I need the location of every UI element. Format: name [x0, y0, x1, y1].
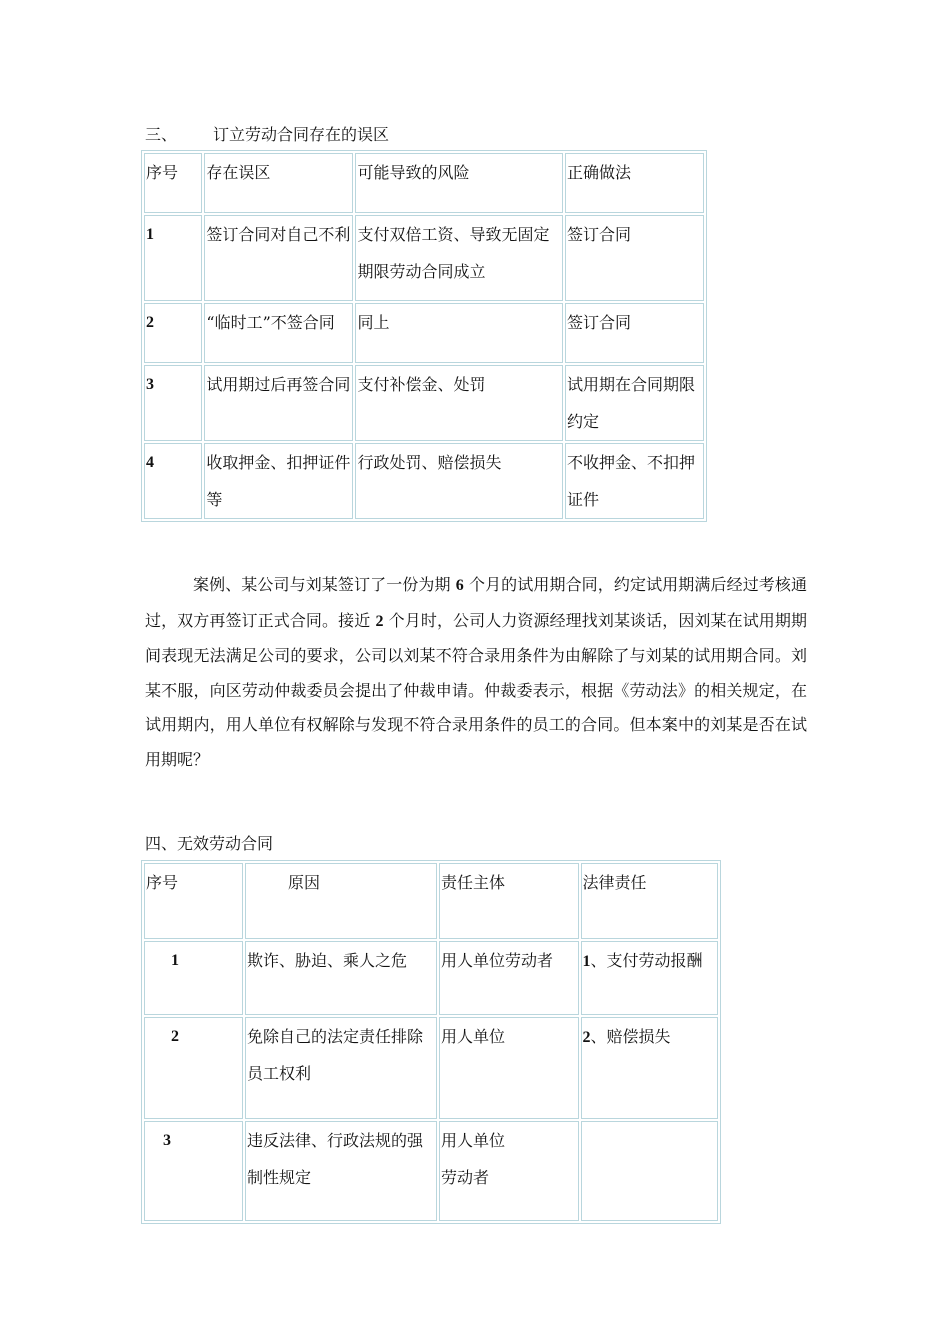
header-cell: 序号 [144, 153, 202, 213]
reason-cell: 欺诈、胁迫、乘人之危 [245, 941, 437, 1015]
mistake-cell: 签订合同对自己不利 [204, 215, 353, 301]
header-cell: 法律责任 [581, 863, 718, 939]
liability-number: 1 [582, 953, 591, 970]
row-number: 2 [144, 303, 202, 363]
header-cell: 原因 [245, 863, 437, 939]
subject-cell [439, 1121, 578, 1221]
table-row [144, 215, 704, 301]
invalid-contract-table [141, 860, 721, 1224]
mistake-cell: 试用期过后再签合同 [204, 365, 353, 441]
risk-cell: 支付双倍工资、导致无固定期限劳动合同成立 [355, 215, 562, 301]
case-text: 个月时，公司人力资源经理找刘某谈话，因刘某在试用期期间表现无法满足公司的要求，公司以刘某不符合录用条件为由解除了与刘某的试用期合同。刘某不服，向区劳动仲裁委员会提出了仲裁申请。仲裁委表示，根据《劳动法》的相关规定，在试用期内，用人单位有权解除与发现不符合录用条件的员工的合同。但本案中的刘某是否在试用期呢？ [145, 610, 807, 769]
case-text: 个月的试用期合同，约定试用期满后经过考核通过，双方再签订正式合同。接近 [145, 575, 807, 630]
header-cell: 序号 [144, 863, 243, 939]
mistake-cell: 收取押金、扣押证件等 [204, 443, 353, 519]
liability-text: 、赔偿损失 [590, 1027, 671, 1046]
row-number: 1 [144, 215, 202, 301]
row-number: 4 [144, 443, 202, 519]
liability-number: 2 [582, 1029, 591, 1046]
table-row [144, 443, 704, 519]
correct-cell: 不收押金、不扣押证件 [565, 443, 704, 519]
risk-cell: 支付补偿金、处罚 [355, 365, 562, 441]
row-number: 3 [144, 365, 202, 441]
row-number: 3 [144, 1121, 243, 1221]
table-row [144, 365, 704, 441]
table-header-row [144, 153, 704, 213]
mistakes-table [141, 150, 707, 522]
header-cell: 可能导致的风险 [355, 153, 562, 213]
liability-cell [581, 1121, 718, 1221]
mistake-cell: “临时工”不签合同 [204, 303, 353, 363]
correct-cell: 签订合同 [565, 215, 704, 301]
reason-cell: 免除自己的法定责任排除员工权利 [245, 1017, 437, 1119]
risk-cell: 同上 [355, 303, 562, 363]
table-header-row [144, 863, 718, 939]
case-number: 2 [375, 612, 384, 630]
row-number: 2 [144, 1017, 243, 1119]
section-4-title: 四、无效劳动合同 [145, 834, 274, 853]
header-cell: 存在误区 [204, 153, 353, 213]
table-row [144, 303, 704, 363]
case-paragraph [145, 568, 807, 777]
liability-cell [581, 1017, 718, 1119]
case-text: 案例、某公司与刘某签订了一份为期 [193, 575, 456, 594]
section-4-heading [145, 834, 273, 854]
reason-cell: 违反法律、行政法规的强制性规定 [245, 1121, 437, 1221]
case-number: 6 [455, 577, 464, 594]
section-3-number: 三、 [145, 125, 178, 144]
correct-cell: 试用期在合同期限约定 [565, 365, 704, 441]
section-3-title: 订立劳动合同存在的误区 [213, 125, 390, 144]
subject-line: 用人单位 [441, 1131, 506, 1150]
header-cell: 责任主体 [439, 863, 578, 939]
header-cell: 正确做法 [565, 153, 704, 213]
table-row [144, 1121, 718, 1221]
section-3-heading [145, 125, 389, 145]
liability-text: 、支付劳动报酬 [590, 951, 703, 970]
correct-cell: 签订合同 [565, 303, 704, 363]
risk-cell: 行政处罚、赔偿损失 [355, 443, 562, 519]
table-row [144, 941, 718, 1015]
liability-cell [581, 941, 718, 1015]
table-row [144, 1017, 718, 1119]
subject-line: 劳动者 [441, 1168, 490, 1187]
subject-cell: 用人单位劳动者 [439, 941, 578, 1015]
subject-cell: 用人单位 [439, 1017, 578, 1119]
row-number: 1 [144, 941, 243, 1015]
